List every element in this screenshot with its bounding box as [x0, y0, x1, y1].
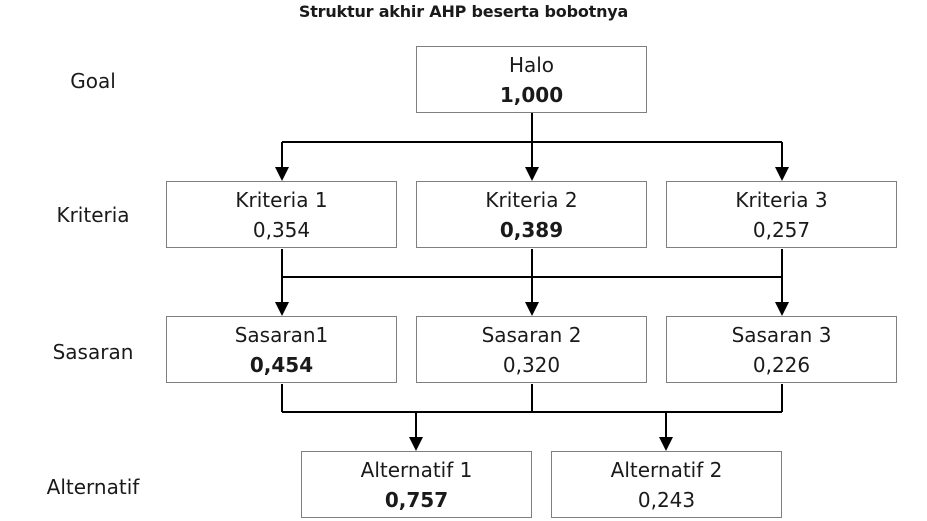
level-label-goal: Goal [70, 69, 116, 93]
node-weight: 0,243 [637, 487, 696, 512]
node-kriteria-3 [666, 181, 897, 248]
node-sasaran-2 [416, 316, 647, 383]
node-alternatif-1 [301, 451, 532, 518]
level-label-kriteria: Kriteria [56, 203, 130, 227]
node-weight: 0,389 [499, 217, 564, 242]
node-name: Kriteria 2 [485, 187, 578, 212]
level-label-alternatif: Alternatif [46, 475, 140, 499]
node-goal [416, 46, 647, 113]
node-name: Sasaran1 [234, 322, 329, 347]
node-kriteria-2 [416, 181, 647, 248]
node-name: Kriteria 1 [235, 187, 328, 212]
diagram-title: Struktur akhir AHP beserta bobotnya [298, 2, 629, 21]
node-weight: 1,000 [499, 82, 564, 107]
node-name: Halo [508, 52, 555, 77]
node-sasaran-3 [666, 316, 897, 383]
node-weight: 0,226 [752, 352, 811, 377]
level-label-sasaran: Sasaran [52, 340, 134, 364]
node-name: Alternatif 1 [360, 457, 473, 482]
node-name: Sasaran 2 [481, 322, 582, 347]
node-weight: 0,354 [252, 217, 311, 242]
node-weight: 0,757 [384, 487, 449, 512]
node-name: Kriteria 3 [735, 187, 828, 212]
node-weight: 0,454 [249, 352, 314, 377]
node-alternatif-2 [551, 451, 782, 518]
node-weight: 0,257 [752, 217, 811, 242]
node-name: Sasaran 3 [731, 322, 832, 347]
node-sasaran-1 [166, 316, 397, 383]
node-weight: 0,320 [502, 352, 561, 377]
node-name: Alternatif 2 [610, 457, 723, 482]
node-kriteria-1 [166, 181, 397, 248]
